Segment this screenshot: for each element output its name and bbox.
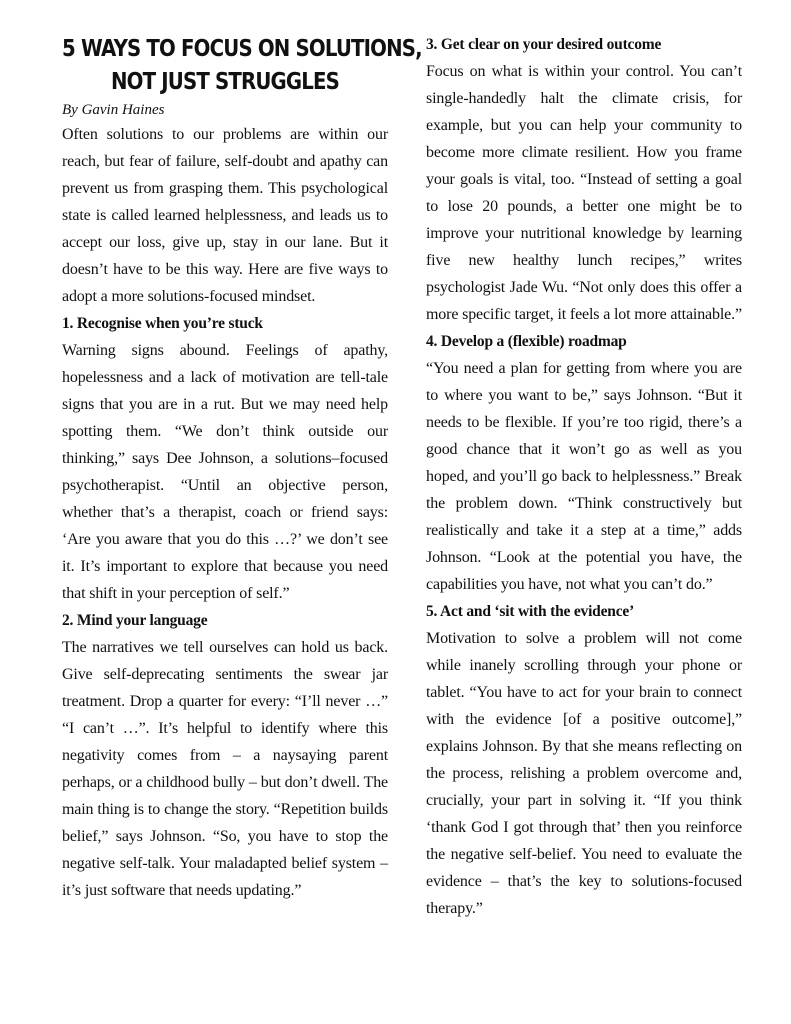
section-1-heading: 1. Recognise when you’re stuck xyxy=(62,315,263,332)
section-5-heading: 5. Act and ‘sit with the evidence’ xyxy=(426,603,635,620)
title-line-1: 5 WAYS TO FOCUS ON SOLUTIONS, xyxy=(62,34,422,62)
right-column xyxy=(426,34,742,922)
section-2-heading: 2. Mind your language xyxy=(62,612,208,629)
section-1-body: Warning signs abound. Feelings of apathy, hopelessness and a lack of motivation are tell-tale signs that you are in a rut. But we may need help spotting them. “We don’t think outside our thinking,” says Dee Johnson, a solutions–focused psychotherapist. “Until an objective person, whether that’s a therapist, coach or friend says: ‘Are you aware that you do this …?’ we don’t see it. It’s important to explore that because you need that shift in your perception of self.” xyxy=(62,342,388,602)
byline: By Gavin Haines xyxy=(62,102,165,118)
left-column xyxy=(62,32,422,904)
section-5-body: Motivation to solve a problem will not come while inanely scrolling through your phone or tablet. “You have to act for your brain to connect with the evidence [of a positive outcome],” explains Johnson. By that she means reflecting on the process, relishing a problem overcome and, crucially, your part in solving it. “If you think ‘thank God I got through that’ then you reinforce the negative self-belief. You need to evaluate the evidence – that’s the key to solutions-focused therapy.” xyxy=(426,630,742,917)
article-title xyxy=(62,32,422,98)
intro-paragraph: Often solutions to our problems are within our reach, but fear of failure, self-doubt and apathy can prevent us from grasping them. This psychological state is called learned helplessness, and leads us to accept our loss, give up, stay in our lane. But it doesn’t have to be this way. Here are five ways to adopt a more solutions-focused mindset. xyxy=(62,126,388,305)
section-3-body: Focus on what is within your control. You can’t single-handedly halt the climate crisis, for example, but you can help your community to become more climate resilient. How you frame your goals is vital, too. “Instead of setting a goal to lose 20 pounds, a better one might be to improve your nutritional knowledge by learning five new healthy lunch recipes,” writes psychologist Jade Wu. “Not only does this offer a more specific target, it feels a lot more attainable.” xyxy=(426,63,742,323)
section-2-body: The narratives we tell ourselves can hold us back. Give self-deprecating sentiments the swear jar treatment. Drop a quarter for every: “I’ll never …” “I can’t …”. It’s helpful to identify where this negativity comes from – a naysaying parent perhaps, or a childhood bully – but don’t dwell. The main thing is to change the story. “Repetition builds belief,” says Johnson. “So, you have to stop the negative self-talk. Your maladapted belief system – it’s just software that needs updating.” xyxy=(62,639,388,899)
section-4-body: “You need a plan for getting from where you are to where you want to be,” says Johnson. “But it needs to be flexible. If you’re too rigid, there’s a good chance that it won’t go as well as you hoped, and you’ll go back to helplessness.” Break the problem down. “Think constructively but realistically and take it a step at a time,” adds Johnson. “Look at the potential you have, the capabilities you have, not what you can’t do.” xyxy=(426,360,742,593)
section-3-heading: 3. Get clear on your desired outcome xyxy=(426,36,662,53)
section-4-heading: 4. Develop a (flexible) roadmap xyxy=(426,333,627,350)
title-line-2: NOT JUST STRUGGLES xyxy=(110,67,340,95)
